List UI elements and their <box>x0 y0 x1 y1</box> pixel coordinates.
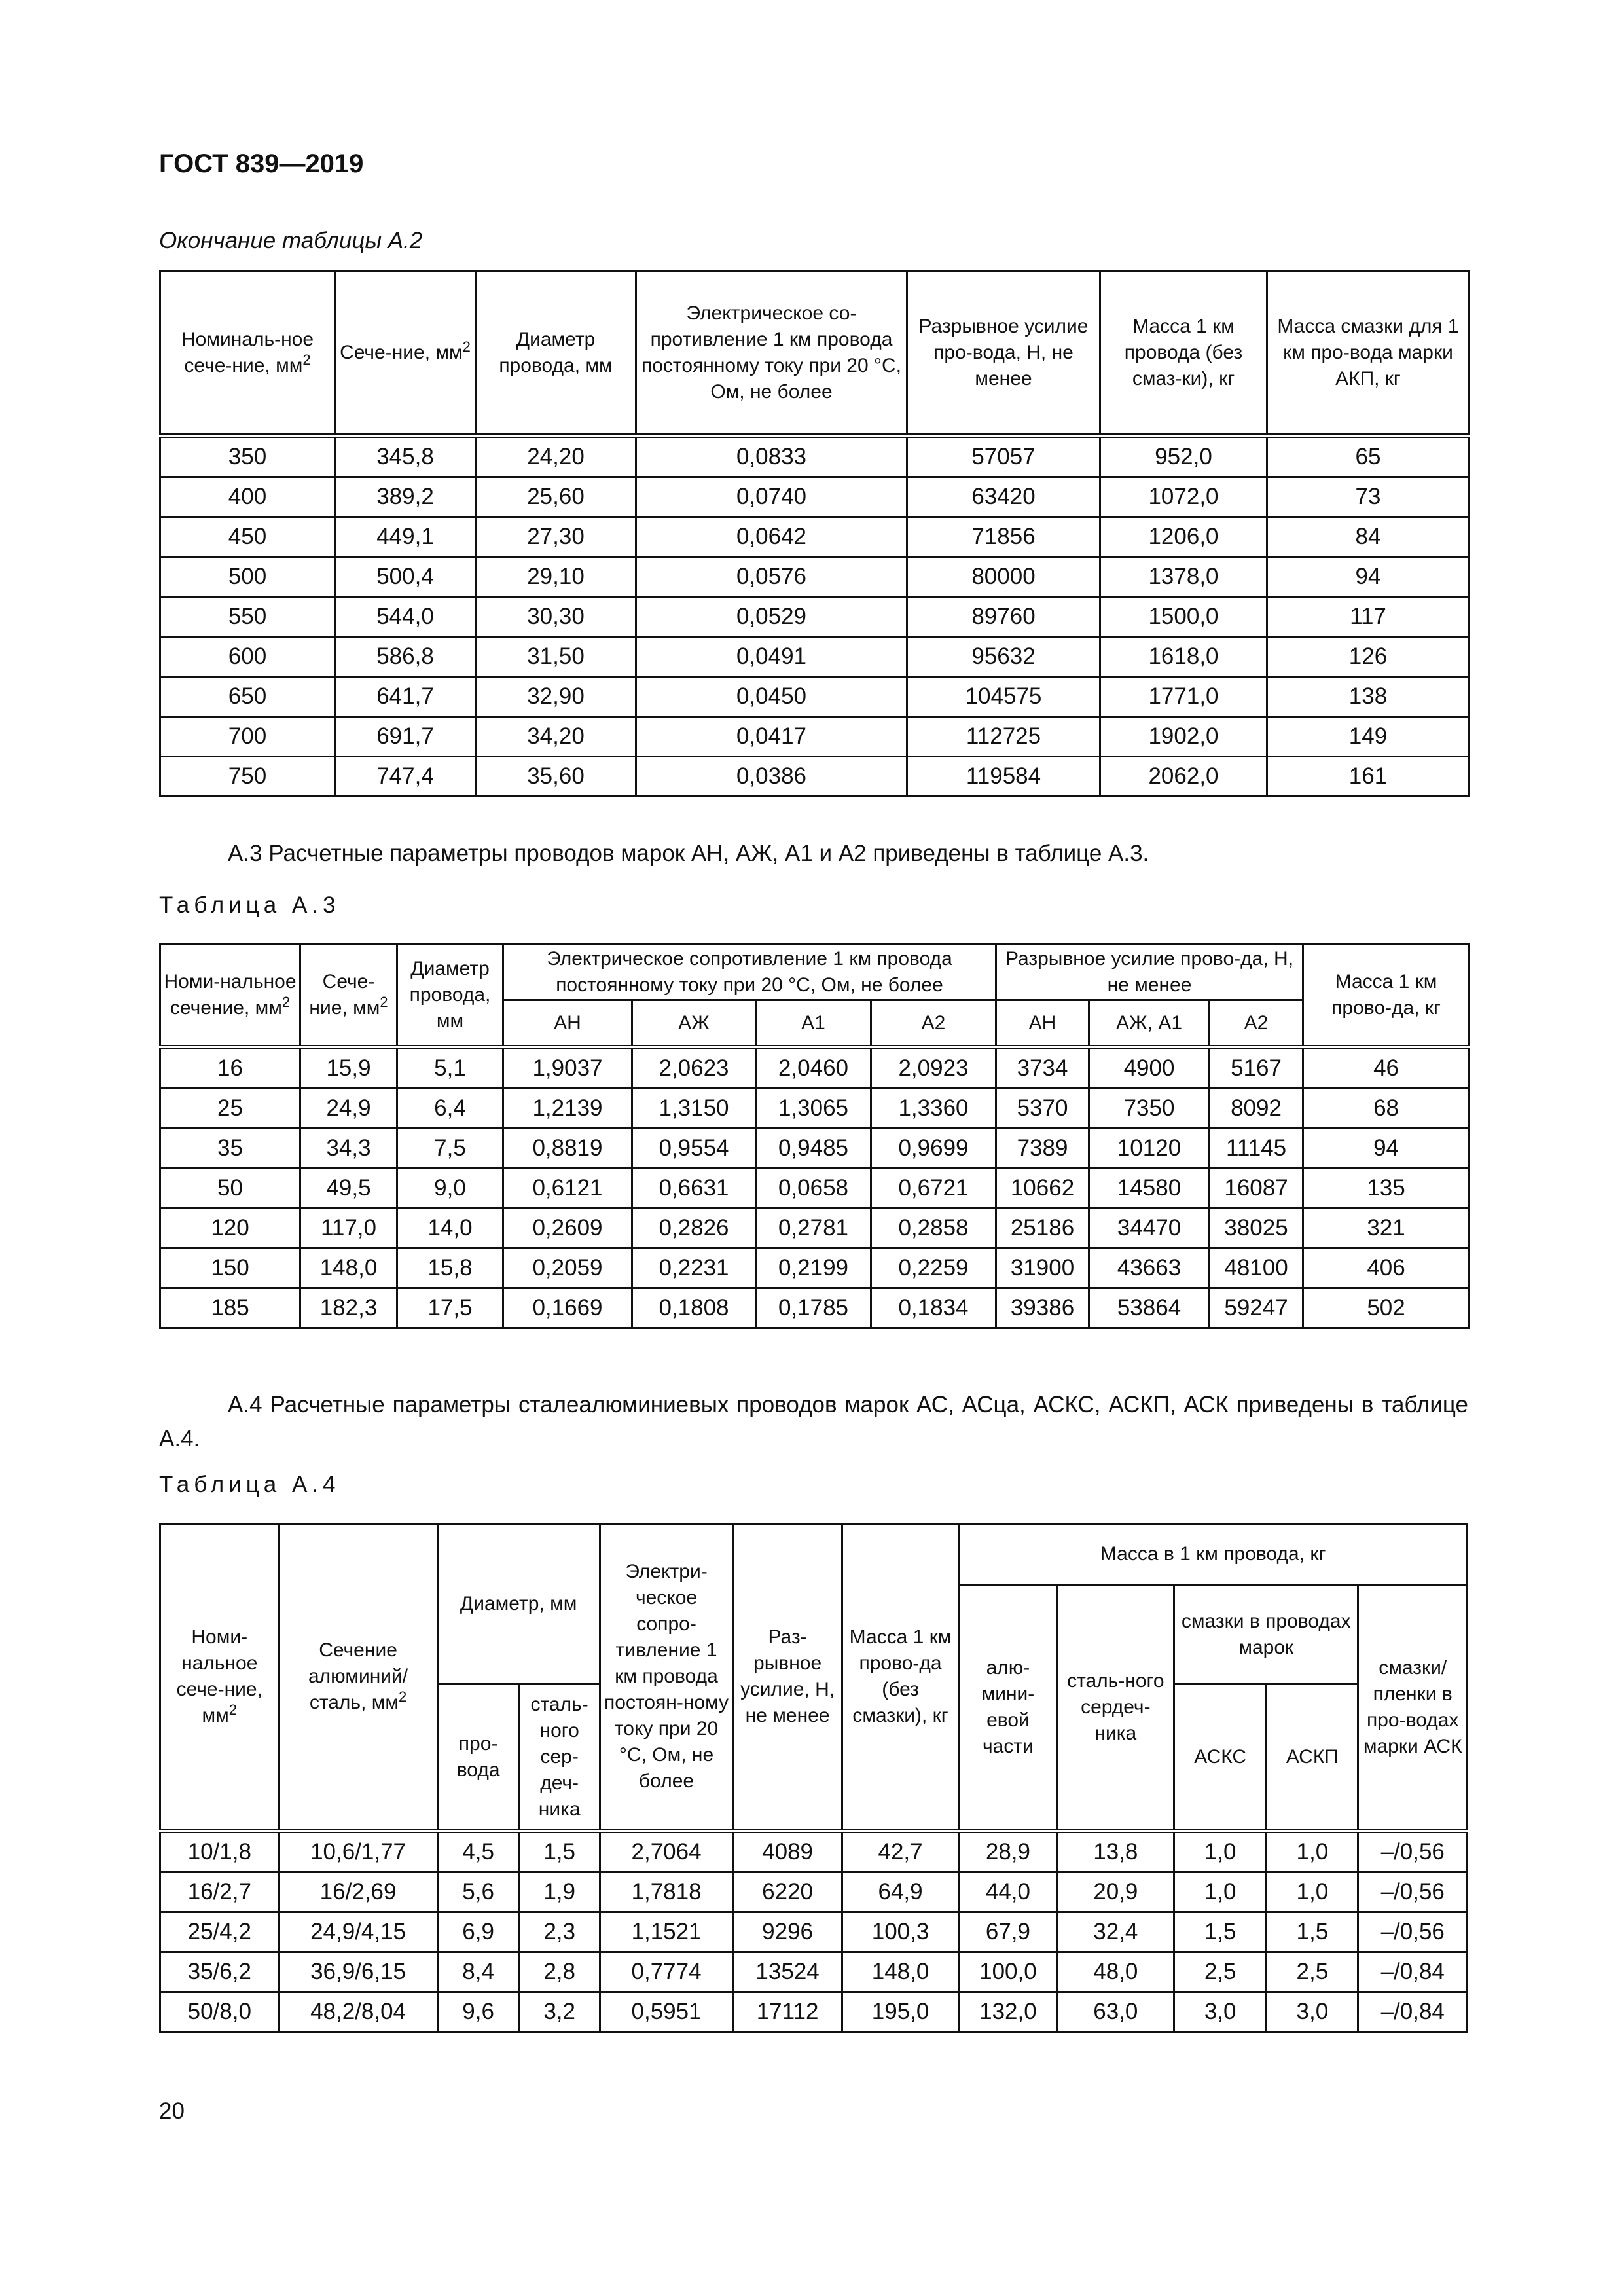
table-a2 <box>159 270 1470 797</box>
a2-cell: 1378,0 <box>1100 557 1267 597</box>
a4-cell: 50/8,0 <box>160 1992 280 2032</box>
a2-cell: 0,0529 <box>636 597 907 637</box>
a3-cell: 0,2858 <box>871 1209 996 1248</box>
a2-header-nominal: Номиналь-ное сече-ние, $мм^2$ <box>160 271 335 436</box>
a3-cell: 148,0 <box>300 1248 397 1288</box>
a4-cell: 48,0 <box>1057 1952 1174 1992</box>
a3-cell: 5,1 <box>397 1048 503 1089</box>
a3-cell: 2,0460 <box>756 1048 871 1089</box>
a3-cell: 10662 <box>996 1169 1089 1209</box>
a4-cell: 67,9 <box>959 1912 1057 1952</box>
a3-cell: 24,9 <box>300 1089 397 1129</box>
a2-cell: 84 <box>1267 517 1470 557</box>
a2-cell: 700 <box>160 717 335 757</box>
a2-cell: 1618,0 <box>1100 637 1267 677</box>
paragraph-a4: А.4 Расчетные параметры сталеалюминиевых проводов марок АС, АСца, АСКС, АСКП, АСК приведены в таблице А.4. <box>159 1392 1468 1451</box>
a2-cell: 112725 <box>907 717 1100 757</box>
a2-header-grease: Масса смазки для 1 км про-вода марки АКП, кг <box>1267 271 1470 436</box>
a4-cell: 148,0 <box>842 1952 959 1992</box>
a2-row <box>160 637 1470 677</box>
a4-cell: 0,7774 <box>600 1952 733 1992</box>
a4-header-mass-grease: смазки в проводах марок <box>1174 1585 1358 1685</box>
a2-cell: 747,4 <box>335 757 476 797</box>
a4-cell: 13524 <box>733 1952 842 1992</box>
a3-header-r-an: АН <box>503 1000 632 1048</box>
a3-cell: 0,2199 <box>756 1248 871 1288</box>
a2-cell: 30,30 <box>476 597 636 637</box>
a3-row <box>160 1288 1470 1328</box>
a3-cell: 48100 <box>1210 1248 1303 1288</box>
a2-cell: 600 <box>160 637 335 677</box>
a4-header-section: Сечение алюминий/сталь, $мм^2$ <box>279 1524 437 1831</box>
a3-cell: 4900 <box>1089 1048 1210 1089</box>
a2-cell: 500,4 <box>335 557 476 597</box>
a2-cell: 0,0740 <box>636 477 907 517</box>
a3-cell: 0,2826 <box>632 1209 756 1248</box>
a2-cell: 0,0450 <box>636 677 907 717</box>
a3-row <box>160 1209 1470 1248</box>
table-a3-caption: Таблица А.3 <box>159 892 340 918</box>
a3-cell: 38025 <box>1210 1209 1303 1248</box>
a4-cell: –/0,56 <box>1358 1872 1468 1912</box>
a2-cell: 65 <box>1267 436 1470 477</box>
document-header: ГОСТ 839—2019 <box>159 149 364 178</box>
a4-cell: 1,1521 <box>600 1912 733 1952</box>
a3-cell: 34470 <box>1089 1209 1210 1248</box>
a2-cell: 2062,0 <box>1100 757 1267 797</box>
a2-cell: 345,8 <box>335 436 476 477</box>
a4-header-mass: Масса 1 км прово-да (без смазки), кг <box>842 1524 959 1831</box>
a2-cell: 350 <box>160 436 335 477</box>
a2-cell: 25,60 <box>476 477 636 517</box>
a2-cell: 1902,0 <box>1100 717 1267 757</box>
a3-cell: 150 <box>160 1248 300 1288</box>
a2-cell: 586,8 <box>335 637 476 677</box>
a3-cell: 39386 <box>996 1288 1089 1328</box>
a4-row <box>160 1872 1468 1912</box>
a4-cell: 16/2,7 <box>160 1872 280 1912</box>
table-a2-caption: Окончание таблицы А.2 <box>159 228 423 253</box>
a2-cell: 0,0417 <box>636 717 907 757</box>
a4-header-breaking: Раз-рывное усилие, Н, не менее <box>733 1524 842 1831</box>
a4-cell: –/0,84 <box>1358 1952 1468 1992</box>
a3-cell: 0,6631 <box>632 1169 756 1209</box>
a3-cell: 68 <box>1303 1089 1470 1129</box>
a3-cell: 182,3 <box>300 1288 397 1328</box>
a4-header-resistance: Электри-ческое сопро-тивление 1 км провода постоян-ному току при 20 °С, Ом, не более <box>600 1524 733 1831</box>
a4-header-mass-film: смазки/пленки в про-водах марки АСК <box>1358 1585 1468 1831</box>
a3-cell: 1,3360 <box>871 1089 996 1129</box>
a3-cell: 25186 <box>996 1209 1089 1248</box>
a2-cell: 0,0833 <box>636 436 907 477</box>
a3-cell: 117,0 <box>300 1209 397 1248</box>
a4-row <box>160 1952 1468 1992</box>
a3-cell: 7,5 <box>397 1129 503 1169</box>
a2-cell: 550 <box>160 597 335 637</box>
a2-row <box>160 677 1470 717</box>
a4-cell: 35/6,2 <box>160 1952 280 1992</box>
a3-cell: 0,1669 <box>503 1288 632 1328</box>
a2-cell: 1500,0 <box>1100 597 1267 637</box>
a2-cell: 750 <box>160 757 335 797</box>
a3-row <box>160 1129 1470 1169</box>
a4-cell: 1,0 <box>1267 1872 1358 1912</box>
a2-cell: 161 <box>1267 757 1470 797</box>
a3-cell: 25 <box>160 1089 300 1129</box>
a3-cell: 0,2259 <box>871 1248 996 1288</box>
page-number: 20 <box>159 2098 185 2124</box>
a2-cell: 149 <box>1267 717 1470 757</box>
a4-cell: 2,5 <box>1174 1952 1267 1992</box>
a4-cell: 64,9 <box>842 1872 959 1912</box>
table-a3 <box>159 943 1470 1329</box>
a3-cell: 0,9554 <box>632 1129 756 1169</box>
a3-cell: 59247 <box>1210 1288 1303 1328</box>
a2-cell: 1206,0 <box>1100 517 1267 557</box>
a2-cell: 117 <box>1267 597 1470 637</box>
a4-cell: 3,0 <box>1267 1992 1358 2032</box>
a2-cell: 24,20 <box>476 436 636 477</box>
a2-row <box>160 757 1470 797</box>
a2-row <box>160 717 1470 757</box>
a3-cell: 35 <box>160 1129 300 1169</box>
a3-header-r-a2: А2 <box>871 1000 996 1048</box>
a3-cell: 16 <box>160 1048 300 1089</box>
a3-cell: 31900 <box>996 1248 1089 1288</box>
a2-cell: 500 <box>160 557 335 597</box>
a4-header-diameter: Диаметр, мм <box>437 1524 600 1685</box>
a2-cell: 95632 <box>907 637 1100 677</box>
a3-cell: 5370 <box>996 1089 1089 1129</box>
a3-header-resistance: Электрическое сопротивление 1 км провода постоянному току при 20 °С, Ом, не более <box>503 944 996 1000</box>
a2-cell: 63420 <box>907 477 1100 517</box>
a3-cell: 49,5 <box>300 1169 397 1209</box>
a2-row <box>160 436 1470 477</box>
a3-cell: 2,0923 <box>871 1048 996 1089</box>
a4-header-askp: АСКП <box>1267 1685 1358 1831</box>
a4-header-nominal: Номи-нальное сече-ние, $мм^2$ <box>160 1524 280 1831</box>
a3-cell: 10120 <box>1089 1129 1210 1169</box>
a4-header-diameter-wire: про-вода <box>437 1685 519 1831</box>
a3-cell: 8092 <box>1210 1089 1303 1129</box>
a3-cell: 0,9699 <box>871 1129 996 1169</box>
a4-cell: 20,9 <box>1057 1872 1174 1912</box>
a3-cell: 9,0 <box>397 1169 503 1209</box>
a2-cell: 0,0386 <box>636 757 907 797</box>
a3-cell: 0,8819 <box>503 1129 632 1169</box>
a4-cell: 1,5 <box>519 1831 600 1872</box>
a2-cell: 104575 <box>907 677 1100 717</box>
a4-cell: 32,4 <box>1057 1912 1174 1952</box>
a2-cell: 641,7 <box>335 677 476 717</box>
a4-cell: 8,4 <box>437 1952 519 1992</box>
a4-cell: 10/1,8 <box>160 1831 280 1872</box>
a3-header-breaking: Разрывное усилие прово-да, Н, не менее <box>996 944 1303 1000</box>
a2-cell: 650 <box>160 677 335 717</box>
a3-cell: 6,4 <box>397 1089 503 1129</box>
a2-cell: 35,60 <box>476 757 636 797</box>
a3-cell: 1,2139 <box>503 1089 632 1129</box>
a4-cell: 10,6/1,77 <box>279 1831 437 1872</box>
a2-cell: 138 <box>1267 677 1470 717</box>
a3-cell: 0,2609 <box>503 1209 632 1248</box>
a2-cell: 71856 <box>907 517 1100 557</box>
a3-cell: 0,2781 <box>756 1209 871 1248</box>
a3-header-mass: Масса 1 км прово-да, кг <box>1303 944 1470 1048</box>
a2-cell: 27,30 <box>476 517 636 557</box>
a2-cell: 94 <box>1267 557 1470 597</box>
a3-cell: 502 <box>1303 1288 1470 1328</box>
a3-header-diameter: Диаметр провода, мм <box>397 944 503 1048</box>
a4-row <box>160 1912 1468 1952</box>
a4-header-mass-al: алю-мини-евой части <box>959 1585 1057 1831</box>
a3-row <box>160 1248 1470 1288</box>
a2-cell: 119584 <box>907 757 1100 797</box>
paragraph-a3: А.3 Расчетные параметры проводов марок АН, АЖ, А1 и А2 приведены в таблице А.3. <box>228 841 1149 866</box>
a2-header-breaking: Разрывное усилие про-вода, Н, не менее <box>907 271 1100 436</box>
a2-cell: 389,2 <box>335 477 476 517</box>
a4-cell: 100,0 <box>959 1952 1057 1992</box>
a4-cell: 1,0 <box>1174 1831 1267 1872</box>
a3-cell: 17,5 <box>397 1288 503 1328</box>
a3-cell: 43663 <box>1089 1248 1210 1288</box>
a4-cell: 1,9 <box>519 1872 600 1912</box>
a4-row <box>160 1992 1468 2032</box>
a2-cell: 126 <box>1267 637 1470 677</box>
a2-cell: 80000 <box>907 557 1100 597</box>
a3-header-b-azh-a1: АЖ, А1 <box>1089 1000 1210 1048</box>
a3-cell: 11145 <box>1210 1129 1303 1169</box>
a3-cell: 1,9037 <box>503 1048 632 1089</box>
a3-cell: 0,1834 <box>871 1288 996 1328</box>
a3-header-section: Сече-ние, $мм^2$ <box>300 944 397 1048</box>
a4-cell: 13,8 <box>1057 1831 1174 1872</box>
a3-row <box>160 1169 1470 1209</box>
a2-cell: 32,90 <box>476 677 636 717</box>
a4-cell: 2,7064 <box>600 1831 733 1872</box>
a3-cell: 185 <box>160 1288 300 1328</box>
a2-cell: 450 <box>160 517 335 557</box>
a3-cell: 14,0 <box>397 1209 503 1248</box>
a4-header-mass-group: Масса в 1 км провода, кг <box>959 1524 1468 1585</box>
a4-cell: 6,9 <box>437 1912 519 1952</box>
table-a4 <box>159 1523 1468 2033</box>
a2-row <box>160 477 1470 517</box>
a3-cell: 7350 <box>1089 1089 1210 1129</box>
a4-cell: 1,0 <box>1267 1831 1358 1872</box>
a2-cell: 34,20 <box>476 717 636 757</box>
a4-row <box>160 1831 1468 1872</box>
a3-cell: 46 <box>1303 1048 1470 1089</box>
a3-header-r-a1: А1 <box>756 1000 871 1048</box>
a2-cell: 0,0491 <box>636 637 907 677</box>
a2-cell: 400 <box>160 477 335 517</box>
a4-header-mass-steel: сталь-ного сердеч-ника <box>1057 1585 1174 1831</box>
a3-cell: 15,9 <box>300 1048 397 1089</box>
a4-header-askc: АСКС <box>1174 1685 1267 1831</box>
a4-cell: 5,6 <box>437 1872 519 1912</box>
a3-cell: 0,0658 <box>756 1169 871 1209</box>
a2-cell: 31,50 <box>476 637 636 677</box>
a3-cell: 0,1785 <box>756 1288 871 1328</box>
a3-cell: 14580 <box>1089 1169 1210 1209</box>
a4-cell: 100,3 <box>842 1912 959 1952</box>
a2-cell: 29,10 <box>476 557 636 597</box>
a4-cell: 0,5951 <box>600 1992 733 2032</box>
a2-header-diameter: Диаметр провода, мм <box>476 271 636 436</box>
a3-cell: 34,3 <box>300 1129 397 1169</box>
a3-cell: 406 <box>1303 1248 1470 1288</box>
a2-row <box>160 517 1470 557</box>
a2-cell: 691,7 <box>335 717 476 757</box>
a3-header-b-an: АН <box>996 1000 1089 1048</box>
table-a4-caption: Таблица А.4 <box>159 1472 340 1497</box>
a3-cell: 0,9485 <box>756 1129 871 1169</box>
a3-cell: 2,0623 <box>632 1048 756 1089</box>
a2-row <box>160 557 1470 597</box>
a4-cell: 4,5 <box>437 1831 519 1872</box>
a4-cell: 195,0 <box>842 1992 959 2032</box>
a3-header-b-a2: А2 <box>1210 1000 1303 1048</box>
a2-cell: 449,1 <box>335 517 476 557</box>
a3-cell: 3734 <box>996 1048 1089 1089</box>
a4-cell: 2,8 <box>519 1952 600 1992</box>
a4-cell: 1,0 <box>1174 1872 1267 1912</box>
a2-cell: 73 <box>1267 477 1470 517</box>
a3-cell: 5167 <box>1210 1048 1303 1089</box>
a2-cell: 1072,0 <box>1100 477 1267 517</box>
a4-cell: 2,5 <box>1267 1952 1358 1992</box>
a4-cell: 17112 <box>733 1992 842 2032</box>
a3-cell: 0,6121 <box>503 1169 632 1209</box>
a2-header-mass: Масса 1 км провода (без смаз-ки), кг <box>1100 271 1267 436</box>
a3-header-r-azh: АЖ <box>632 1000 756 1048</box>
a2-header-resistance: Электрическое со-противление 1 км провода постоянному току при 20 °С, Ом, не более <box>636 271 907 436</box>
a4-cell: 24,9/4,15 <box>279 1912 437 1952</box>
a2-cell: 544,0 <box>335 597 476 637</box>
a4-cell: 48,2/8,04 <box>279 1992 437 2032</box>
a2-cell: 0,0642 <box>636 517 907 557</box>
a3-cell: 0,2059 <box>503 1248 632 1288</box>
a4-cell: 1,7818 <box>600 1872 733 1912</box>
a4-cell: 9296 <box>733 1912 842 1952</box>
a4-cell: 44,0 <box>959 1872 1057 1912</box>
a4-cell: 63,0 <box>1057 1992 1174 2032</box>
a2-header-section: Сече-ние, $мм^2$ <box>335 271 476 436</box>
a4-cell: 42,7 <box>842 1831 959 1872</box>
a2-cell: 89760 <box>907 597 1100 637</box>
a4-cell: 6220 <box>733 1872 842 1912</box>
a4-cell: –/0,56 <box>1358 1912 1468 1952</box>
a4-cell: 4089 <box>733 1831 842 1872</box>
a3-cell: 120 <box>160 1209 300 1248</box>
a4-cell: –/0,56 <box>1358 1831 1468 1872</box>
a2-cell: 57057 <box>907 436 1100 477</box>
a4-cell: 16/2,69 <box>279 1872 437 1912</box>
a4-cell: 25/4,2 <box>160 1912 280 1952</box>
a3-cell: 1,3065 <box>756 1089 871 1129</box>
a3-cell: 1,3150 <box>632 1089 756 1129</box>
a2-row <box>160 597 1470 637</box>
a4-cell: 1,5 <box>1267 1912 1358 1952</box>
a3-cell: 321 <box>1303 1209 1470 1248</box>
a3-cell: 7389 <box>996 1129 1089 1169</box>
a4-header-diameter-core: сталь-ного сер-деч-ника <box>519 1685 600 1831</box>
a4-cell: 132,0 <box>959 1992 1057 2032</box>
a3-cell: 53864 <box>1089 1288 1210 1328</box>
a4-cell: 28,9 <box>959 1831 1057 1872</box>
a2-cell: 0,0576 <box>636 557 907 597</box>
a4-cell: –/0,84 <box>1358 1992 1468 2032</box>
a3-cell: 94 <box>1303 1129 1470 1169</box>
a3-header-nominal: Номи-нальное сечение, $мм^2$ <box>160 944 300 1048</box>
a4-cell: 9,6 <box>437 1992 519 2032</box>
a3-row <box>160 1089 1470 1129</box>
a3-cell: 50 <box>160 1169 300 1209</box>
a2-cell: 1771,0 <box>1100 677 1267 717</box>
a4-cell: 3,2 <box>519 1992 600 2032</box>
a3-cell: 15,8 <box>397 1248 503 1288</box>
a3-cell: 0,1808 <box>632 1288 756 1328</box>
a3-cell: 16087 <box>1210 1169 1303 1209</box>
a3-cell: 0,6721 <box>871 1169 996 1209</box>
a2-cell: 952,0 <box>1100 436 1267 477</box>
a4-cell: 3,0 <box>1174 1992 1267 2032</box>
a4-cell: 1,5 <box>1174 1912 1267 1952</box>
a4-cell: 2,3 <box>519 1912 600 1952</box>
a4-cell: 36,9/6,15 <box>279 1952 437 1992</box>
a3-cell: 135 <box>1303 1169 1470 1209</box>
a3-row <box>160 1048 1470 1089</box>
a3-cell: 0,2231 <box>632 1248 756 1288</box>
